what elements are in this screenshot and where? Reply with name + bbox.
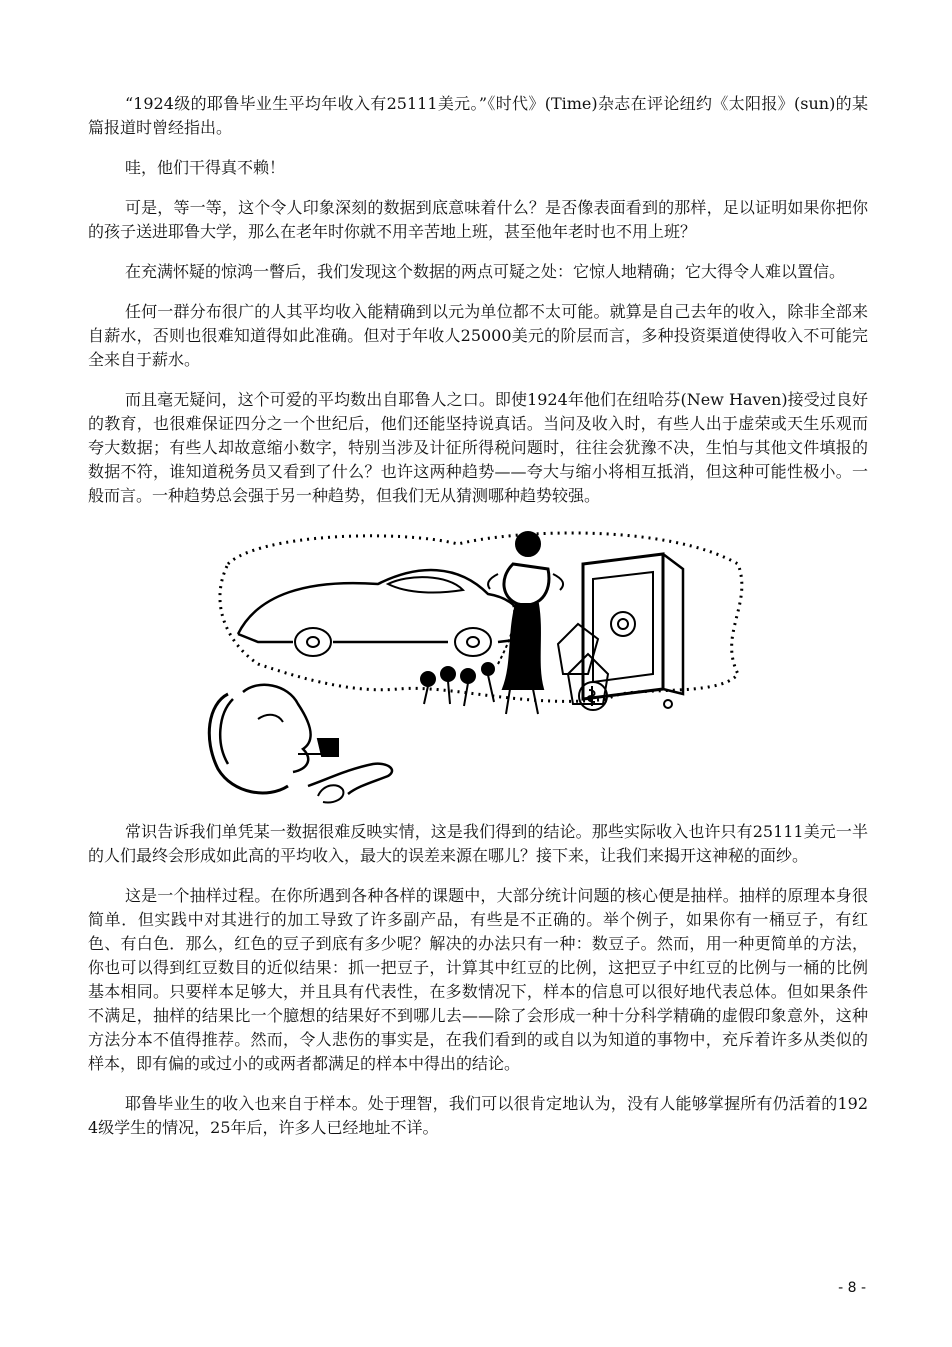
page-number: - 8 - (838, 1280, 866, 1296)
paragraph-4: 在充满怀疑的惊鸿一瞥后，我们发现这个数据的两点可疑之处：它惊人地精确；它大得令人难以置信。 (125, 262, 846, 281)
paragraph-1: “1924级的耶鲁毕业生平均年收入有25111美元。”《时代》(Time)杂志在评论纽约《太阳报》(sun)的某篇报道时曾经指出。 (88, 94, 868, 137)
paragraph-3: 可是，等一等，这个令人印象深刻的数据到底意味着什么？是否像表面看到的那样，足以证明如果你把你的孩子送进耶鲁大学，那么在老年时你就不用辛苦地上班，甚至他年老时也不用上班？ (88, 198, 868, 241)
paragraph-2: 哇，他们干得真不赖！ (125, 158, 286, 177)
page-content (88, 92, 868, 1156)
lady-drawing (488, 532, 563, 714)
safe-drawing (583, 554, 683, 708)
man-drawing (209, 685, 392, 803)
paragraph-9: 耶鲁毕业生的收入也来自于样本。处于理智，我们可以很肯定地认为，没有人能够掌握所有仍活着的1924级学生的情况，25年后，许多人已经地址不详。 (88, 1094, 868, 1137)
cartoon-illustration (198, 524, 758, 804)
car-drawing (238, 570, 524, 656)
paragraph-6: 而且毫无疑问，这个可爱的平均数出自耶鲁人之口。即使1924年他们在纽哈芬(New Haven)接受过良好的教育，也很难保证四分之一个世纪后，他们还能坚持说真话。当问及收入时，有些人出于虚荣或天生乐观而夸大数据；有些人却故意缩小数字，特别当涉及计征所得税问题时，往往会犹豫不决，生怕与其他文件填报的数据不符，谁知道税务员又看到了什么？也许这两种趋势——夸大与缩小将相互抵消，但这种可能性极小。一般而言。一种趋势总会强于另一种趋势，但我们无从猜测哪种趋势较强。 (88, 390, 868, 505)
paragraph-8: 这是一个抽样过程。在你所遇到各种各样的课题中，大部分统计问题的核心便是抽样。抽样的原理本身很简单．但实践中对其进行的加工导致了许多副产品，有些是不正确的。举个例子，如果你有一桶豆子，有红色、有白色．那么，红色的豆子到底有多少呢？解决的办法只有一种：数豆子。然而，用一种更简单的方法，你也可以得到红豆数目的近似结果：抓一把豆子，计算其中红豆的比例，这把豆子中红豆的比例与一桶的比例基本相同。只要样本足够大，并且具有代表性，在多数情况下，样本的信息可以很好地代表总体。但如果条件不满足，抽样的结果比一个臆想的结果好不到哪儿去——除了会形成一种十分科学精确的虚假印象意外，这种方法分本不值得推荐。然而，令人悲伤的事实是，在我们看到的或自以为知道的事物中，充斥着许多从类似的样本，即有偏的或过小的或两者都满足的样本中得出的结论。 (88, 886, 868, 1073)
paragraph-5: 任何一群分布很广的人其平均收入能精确到以元为单位都不太可能。就算是自己去年的收入，除非全部来自薪水，否则也很难知道得如此准确。但对于年收人25000美元的阶层而言，多种投资渠道使得收入不可能完全来自于薪水。 (88, 302, 868, 369)
paragraph-7: 常识告诉我们单凭某一数据很难反映实情，这是我们得到的结论。那些实际收入也许只有25111美元一半的人们最终会形成如此高的平均收入，最大的误差来源在哪儿？接下来，让我们来揭开这神秘的面纱。 (88, 822, 868, 865)
